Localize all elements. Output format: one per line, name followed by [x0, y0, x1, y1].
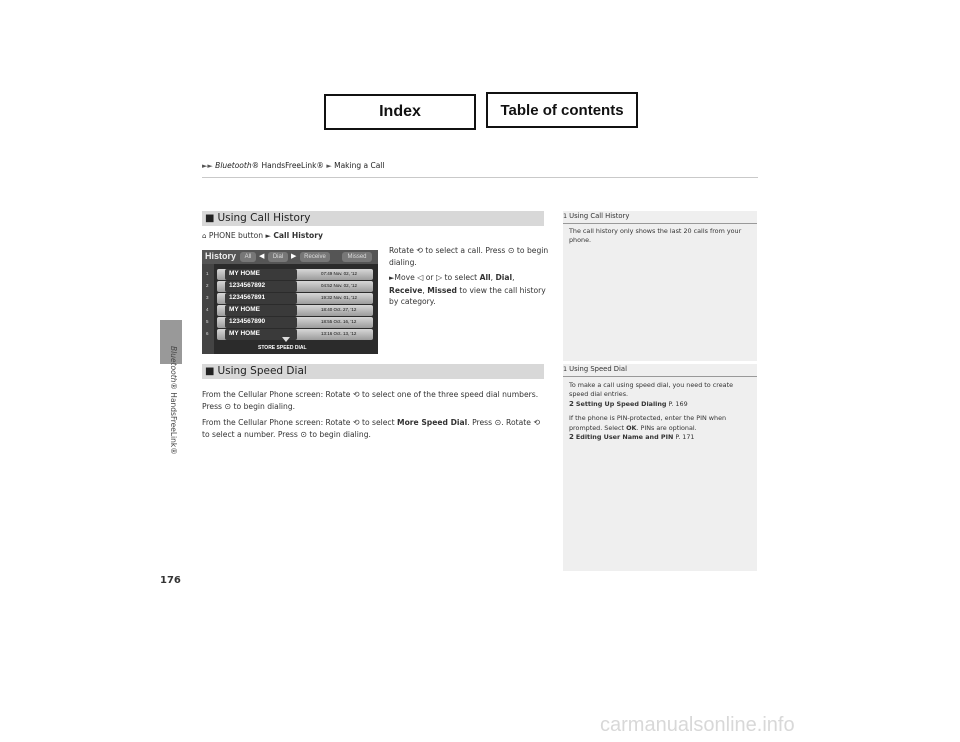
note-title-speed-dial: 1 Using Speed Dial: [563, 364, 757, 377]
screen-call-row: [206, 293, 373, 304]
section-square-icon: ■: [205, 213, 215, 224]
screen-call-row: [206, 317, 373, 328]
path-arrow-icon: ►: [265, 232, 271, 240]
screen-row-name: MY HOME: [229, 270, 260, 277]
call-history-screen-image: [202, 250, 378, 354]
call-history-path: ⌂ PHONE button ► Call History: [202, 231, 323, 240]
screen-row-time: 13:16 Oct. 13, '12: [321, 331, 357, 336]
chapter-side-label: Bluetooth® HandsFreeLink®: [169, 346, 178, 455]
screen-tab-dial: Dial: [268, 252, 288, 262]
screen-call-row: [206, 269, 373, 280]
screen-row-name: 1234567890: [229, 318, 266, 325]
section-square-icon: ■: [205, 366, 215, 377]
screen-row-time: 18:40 Oct. 27, '12: [321, 307, 357, 312]
screen-row-number: 6: [206, 331, 209, 336]
screen-call-list: [206, 269, 373, 341]
sub-arrow-icon: ►: [389, 274, 395, 282]
breadcrumb: [202, 161, 384, 170]
call-history-instructions: Rotate ⟲ to select a call. Press ⊙ to begin dialing.: [389, 246, 549, 267]
breadcrumb-making-a-call: Making a Call: [334, 161, 385, 170]
screen-row-number: 3: [206, 295, 209, 300]
link-setting-up-speed-dialing[interactable]: Setting Up Speed Dialing: [575, 399, 667, 408]
interface-dial-rotate-icon: ⟲: [352, 390, 360, 399]
breadcrumb-arrow-icon: ►►: [202, 162, 213, 170]
screen-footer: STORE SPEED DIAL: [258, 345, 307, 351]
screen-row-name: 1234567891: [229, 294, 266, 301]
speed-dial-paragraph-2: From the Cellular Phone screen: Rotate ⟲ to select More Speed Dial. Press ⊙. Rotate ⟲ to select a number. Press ⊙ to begin dialing.: [202, 418, 541, 439]
screen-title: History: [205, 251, 237, 261]
screen-row-name: MY HOME: [229, 330, 260, 337]
interface-dial-rotate-icon: ⟲: [352, 418, 360, 427]
screen-call-row: [206, 329, 373, 340]
screen-call-row: [206, 281, 373, 292]
screen-row-number: 5: [206, 319, 209, 324]
screen-row-name: 1234567892: [229, 282, 266, 289]
note-marker-icon: 1: [563, 212, 568, 220]
cross-reference-icon: 2: [569, 433, 574, 442]
call-history-move-instructions: ►Move ◁ or ▷ to select All, Dial, Receive, Missed to view the call history by category.: [389, 273, 546, 306]
screen-row-number: 1: [206, 271, 209, 276]
breadcrumb-handsfreelink[interactable]: ® HandsFreeLink®: [251, 161, 324, 170]
watermark: carmanualsonline.info: [600, 714, 795, 736]
speed-dial-paragraph-1: From the Cellular Phone screen: Rotate ⟲ to select one of the three speed dial numbers. Press ⊙ to begin dialing.: [202, 390, 539, 411]
section-header-call-history: ■ Using Call History: [202, 211, 544, 226]
screen-row-time: 19:32 Nov. 01, '12: [321, 295, 358, 300]
screen-row-time: 18:55 Oct. 16, '12: [321, 319, 357, 324]
table-of-contents-button[interactable]: Table of contents: [486, 92, 638, 128]
interface-dial-press-icon: ⊙: [300, 429, 307, 439]
screen-row-name: MY HOME: [229, 306, 260, 313]
screen-right-arrow-icon: ▶: [291, 252, 297, 260]
screen-tab-missed: Missed: [342, 252, 372, 262]
screen-tab-all: All: [240, 252, 256, 262]
home-icon: ⌂: [202, 232, 207, 240]
screen-left-arrow-icon: ◀: [259, 252, 265, 260]
link-editing-user-name-and-pin[interactable]: Editing User Name and PIN: [575, 433, 674, 442]
breadcrumb-bluetooth[interactable]: Bluetooth: [215, 161, 252, 170]
note-text-call-history: The call history only shows the last 20 calls from your phone.: [569, 227, 742, 245]
header-divider: [202, 177, 758, 178]
screen-call-row: [206, 305, 373, 316]
cross-reference-icon: 2: [569, 399, 574, 408]
screen-row-time: 07:49 Nov. 02, '12: [321, 271, 358, 276]
section-header-speed-dial: ■ Using Speed Dial: [202, 364, 544, 379]
screen-row-time: 04:52 Nov. 02, '12: [321, 283, 358, 288]
note-text-speed-dial: To make a call using speed dial, you need to create speed dial entries. 2 Setting Up Speed Dialing P. 169 If the phone is PIN-protected, enter the PIN when prompted. Select OK. PINs are optional. 2 Editing User Name and PIN P. 171: [569, 381, 734, 442]
note-title-call-history: 1 Using Call History: [563, 211, 757, 224]
breadcrumb-arrow-icon: ►: [326, 162, 332, 170]
screen-tab-receive: Receive: [300, 252, 330, 262]
screen-scroll-down-icon: [282, 337, 290, 342]
interface-dial-right-icon: ▷: [435, 273, 443, 282]
index-button[interactable]: Index: [324, 94, 476, 130]
interface-dial-left-icon: ◁: [417, 273, 424, 282]
interface-dial-rotate-icon: ⟲: [533, 418, 541, 427]
interface-dial-press-icon: ⊙: [507, 246, 515, 255]
interface-dial-press-icon: ⊙: [224, 401, 232, 411]
screen-row-number: 2: [206, 283, 209, 288]
interface-dial-press-icon: ⊙: [494, 418, 502, 427]
interface-dial-rotate-icon: ⟲: [416, 246, 423, 255]
screen-row-number: 4: [206, 307, 209, 312]
note-marker-icon: 1: [563, 365, 568, 373]
page-number: 176: [160, 575, 181, 586]
